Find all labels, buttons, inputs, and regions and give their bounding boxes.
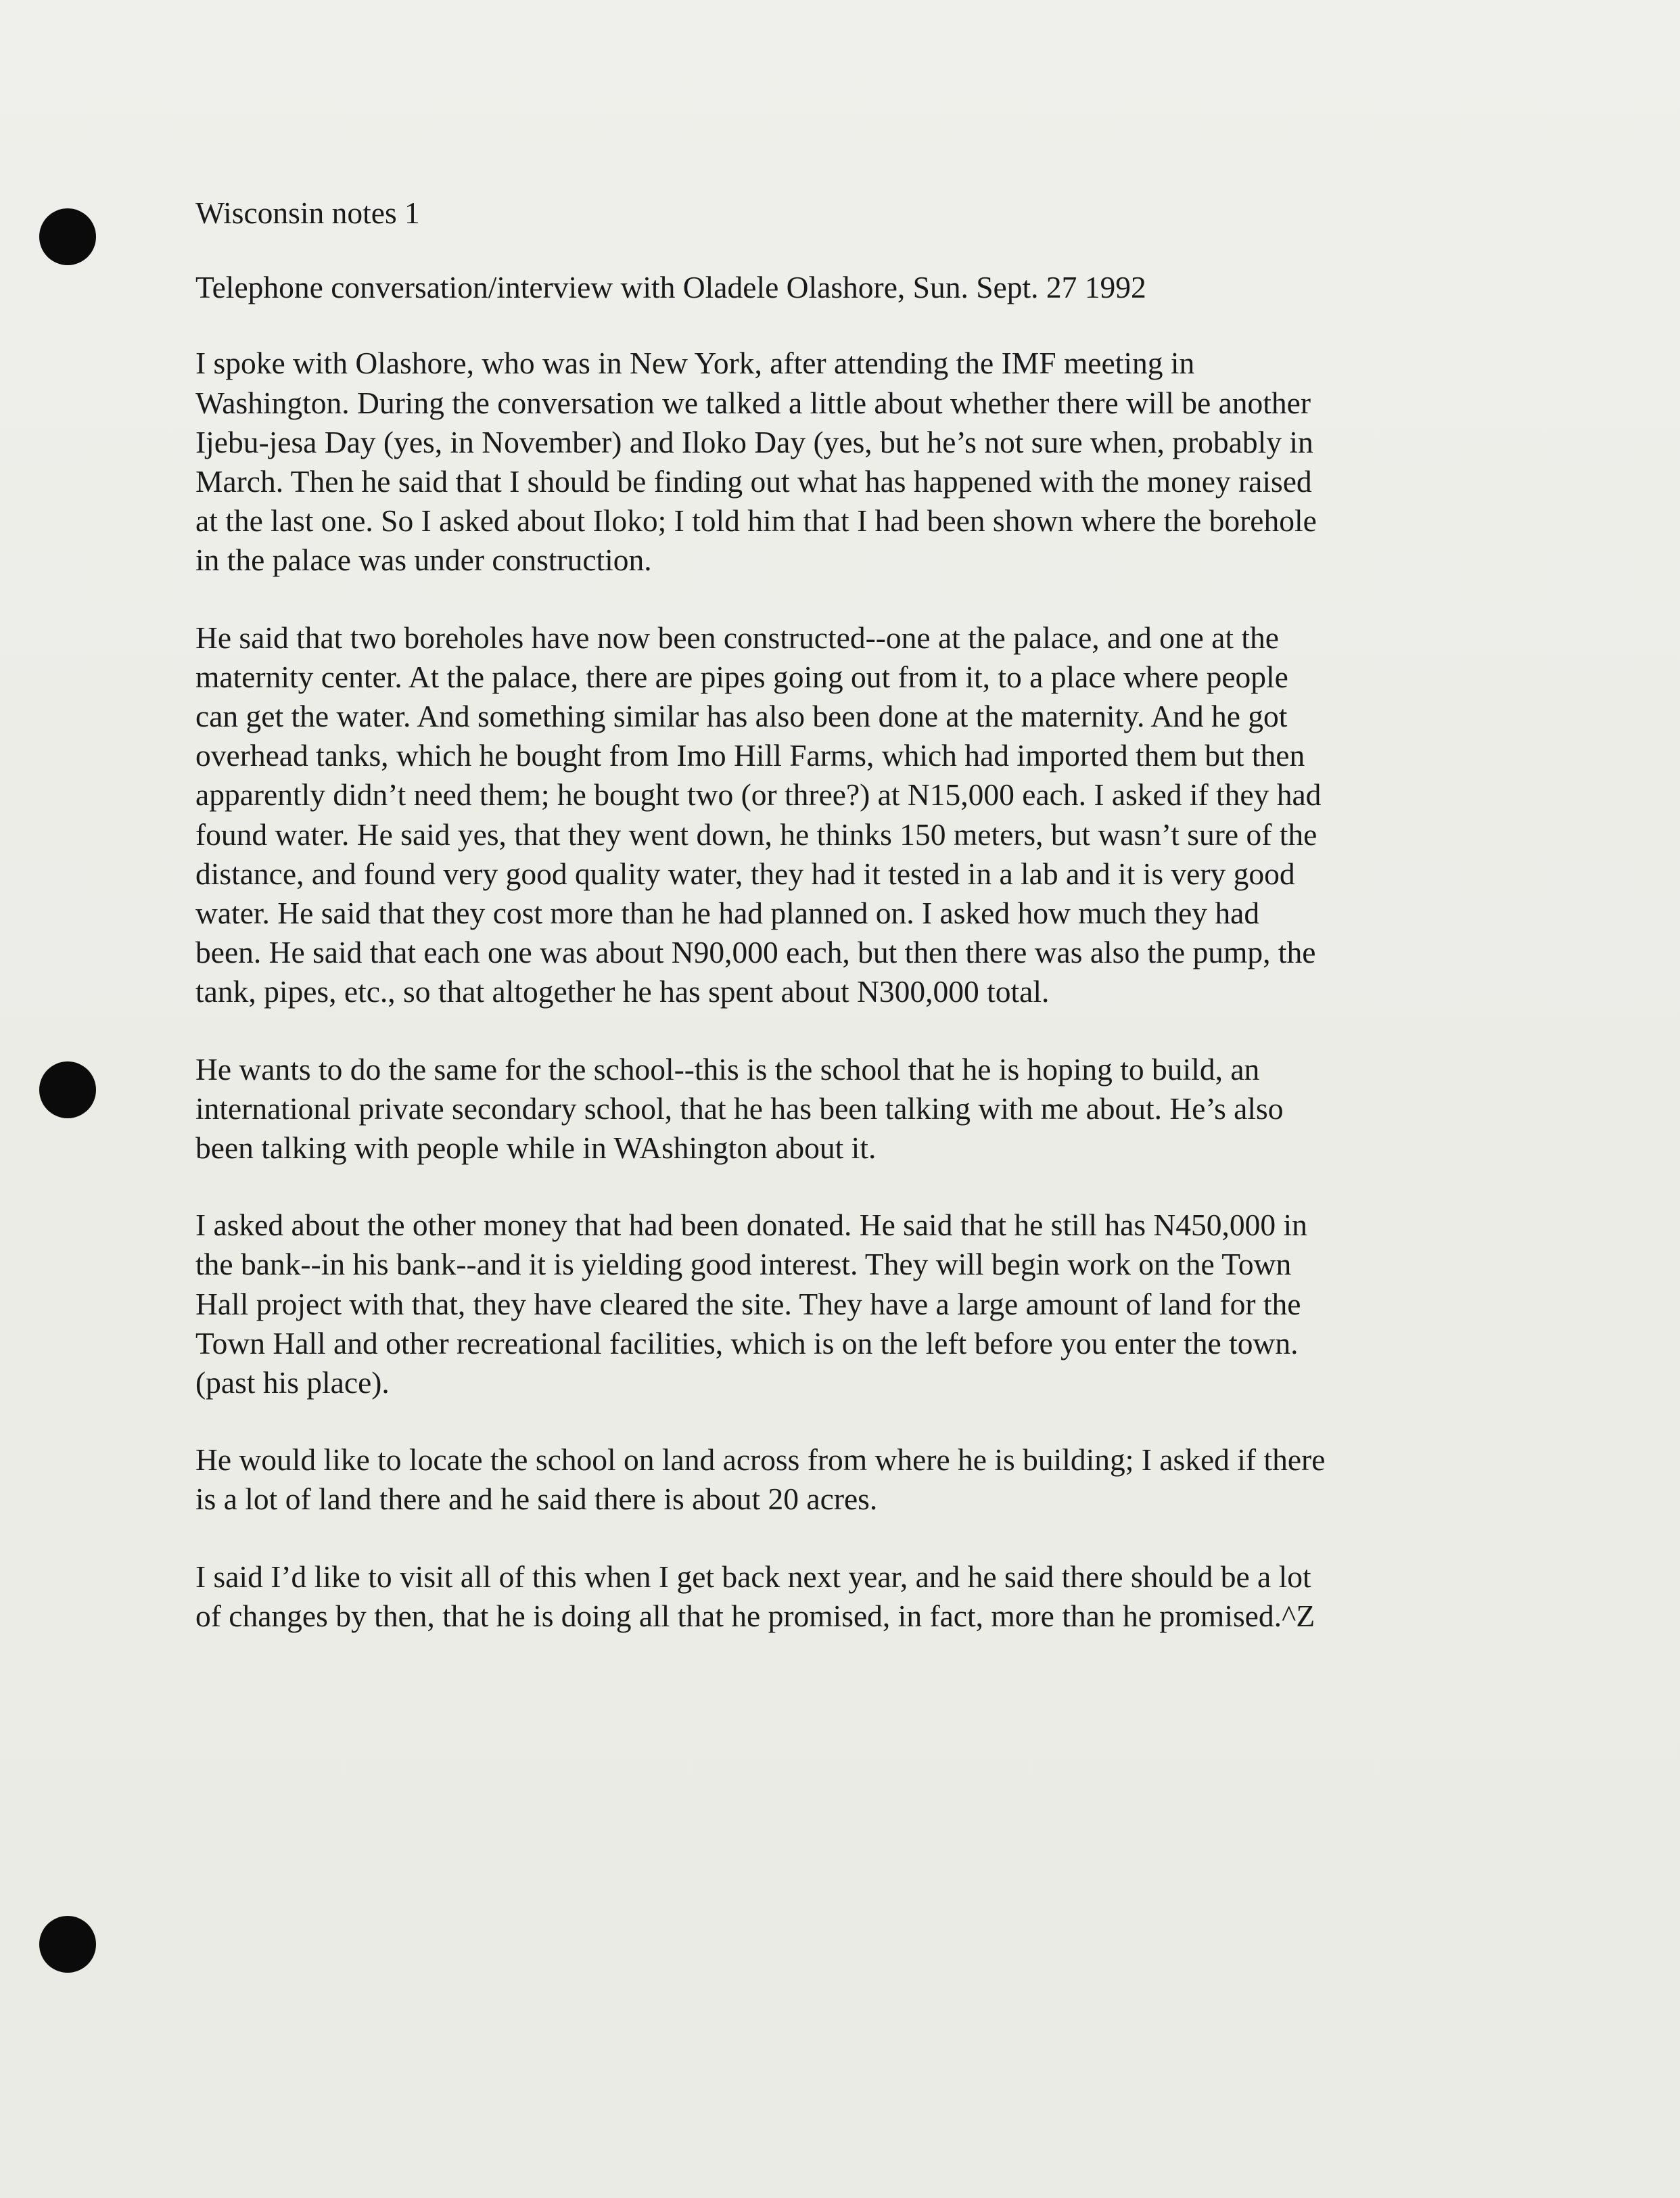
document-heading: Wisconsin notes 1 [195, 196, 420, 230]
paragraph-5: He would like to locate the school on land across from where he is building; I asked if there is a lot of land there and he said there is about 20 acres. [195, 1442, 1326, 1517]
binder-hole-bottom [39, 1916, 96, 1973]
paragraph-6: I said I’d like to visit all of this when I get back next year, and he said there should be a lot of changes by then, that he is doing all that he promised, in fact, more than he promised.^Z [195, 1559, 1315, 1633]
paragraph-4: I asked about the other money that had been donated. He said that he still has N450,000 in the bank--in his bank--and it is yielding good interest. They will begin work on the Town Hall project with that, they have cleared the site. They have a large amount of land for the Town Hall and other recreational facilities, which is on the left before you enter the town. (past his place). [195, 1208, 1307, 1400]
binder-hole-middle [39, 1061, 96, 1118]
document-subheading: Telephone conversation/interview with Oladele Olashore, Sun. Sept. 27 1992 [195, 270, 1146, 305]
document-body [195, 193, 1521, 1674]
paragraph-2: He said that two boreholes have now been constructed--one at the palace, and one at the maternity center. At the palace, there are pipes going out from it, to a place where people can get the water. And something similar has also been done at the maternity. And he got overhead tanks, which he bought from Imo Hill Farms, which had imported them but then apparently didn’t need them; he bought two (or three?) at N15,000 each. I asked if they had found water. He said yes, that they went down, he thinks 150 meters, but wasn’t sure of the distance, and found very good quality water, they had it tested in a lab and it is very good water. He said that they cost more than he had planned on. I asked how much they had been. He said that each one was about N90,000 each, but then there was also the pump, the tank, pipes, etc., so that altogether he has spent about N300,000 total. [195, 620, 1322, 1009]
binder-hole-top [39, 208, 96, 265]
paragraph-1: I spoke with Olashore, who was in New York, after attending the IMF meeting in Washington. During the conversation we talked a little about whether there will be another Ijebu-jesa Day (yes, in November) and Iloko Day (yes, but he’s not sure when, probably in March. Then he said that I should be finding out what has happened with the money raised at the last one. So I asked about Iloko; I told him that I had been shown where the borehole in the palace was under construction. [195, 346, 1317, 578]
paragraph-3: He wants to do the same for the school--this is the school that he is hoping to build, an international private secondary school, that he has been talking with me about. He’s also been talking with people while in WAshington about it. [195, 1051, 1284, 1166]
